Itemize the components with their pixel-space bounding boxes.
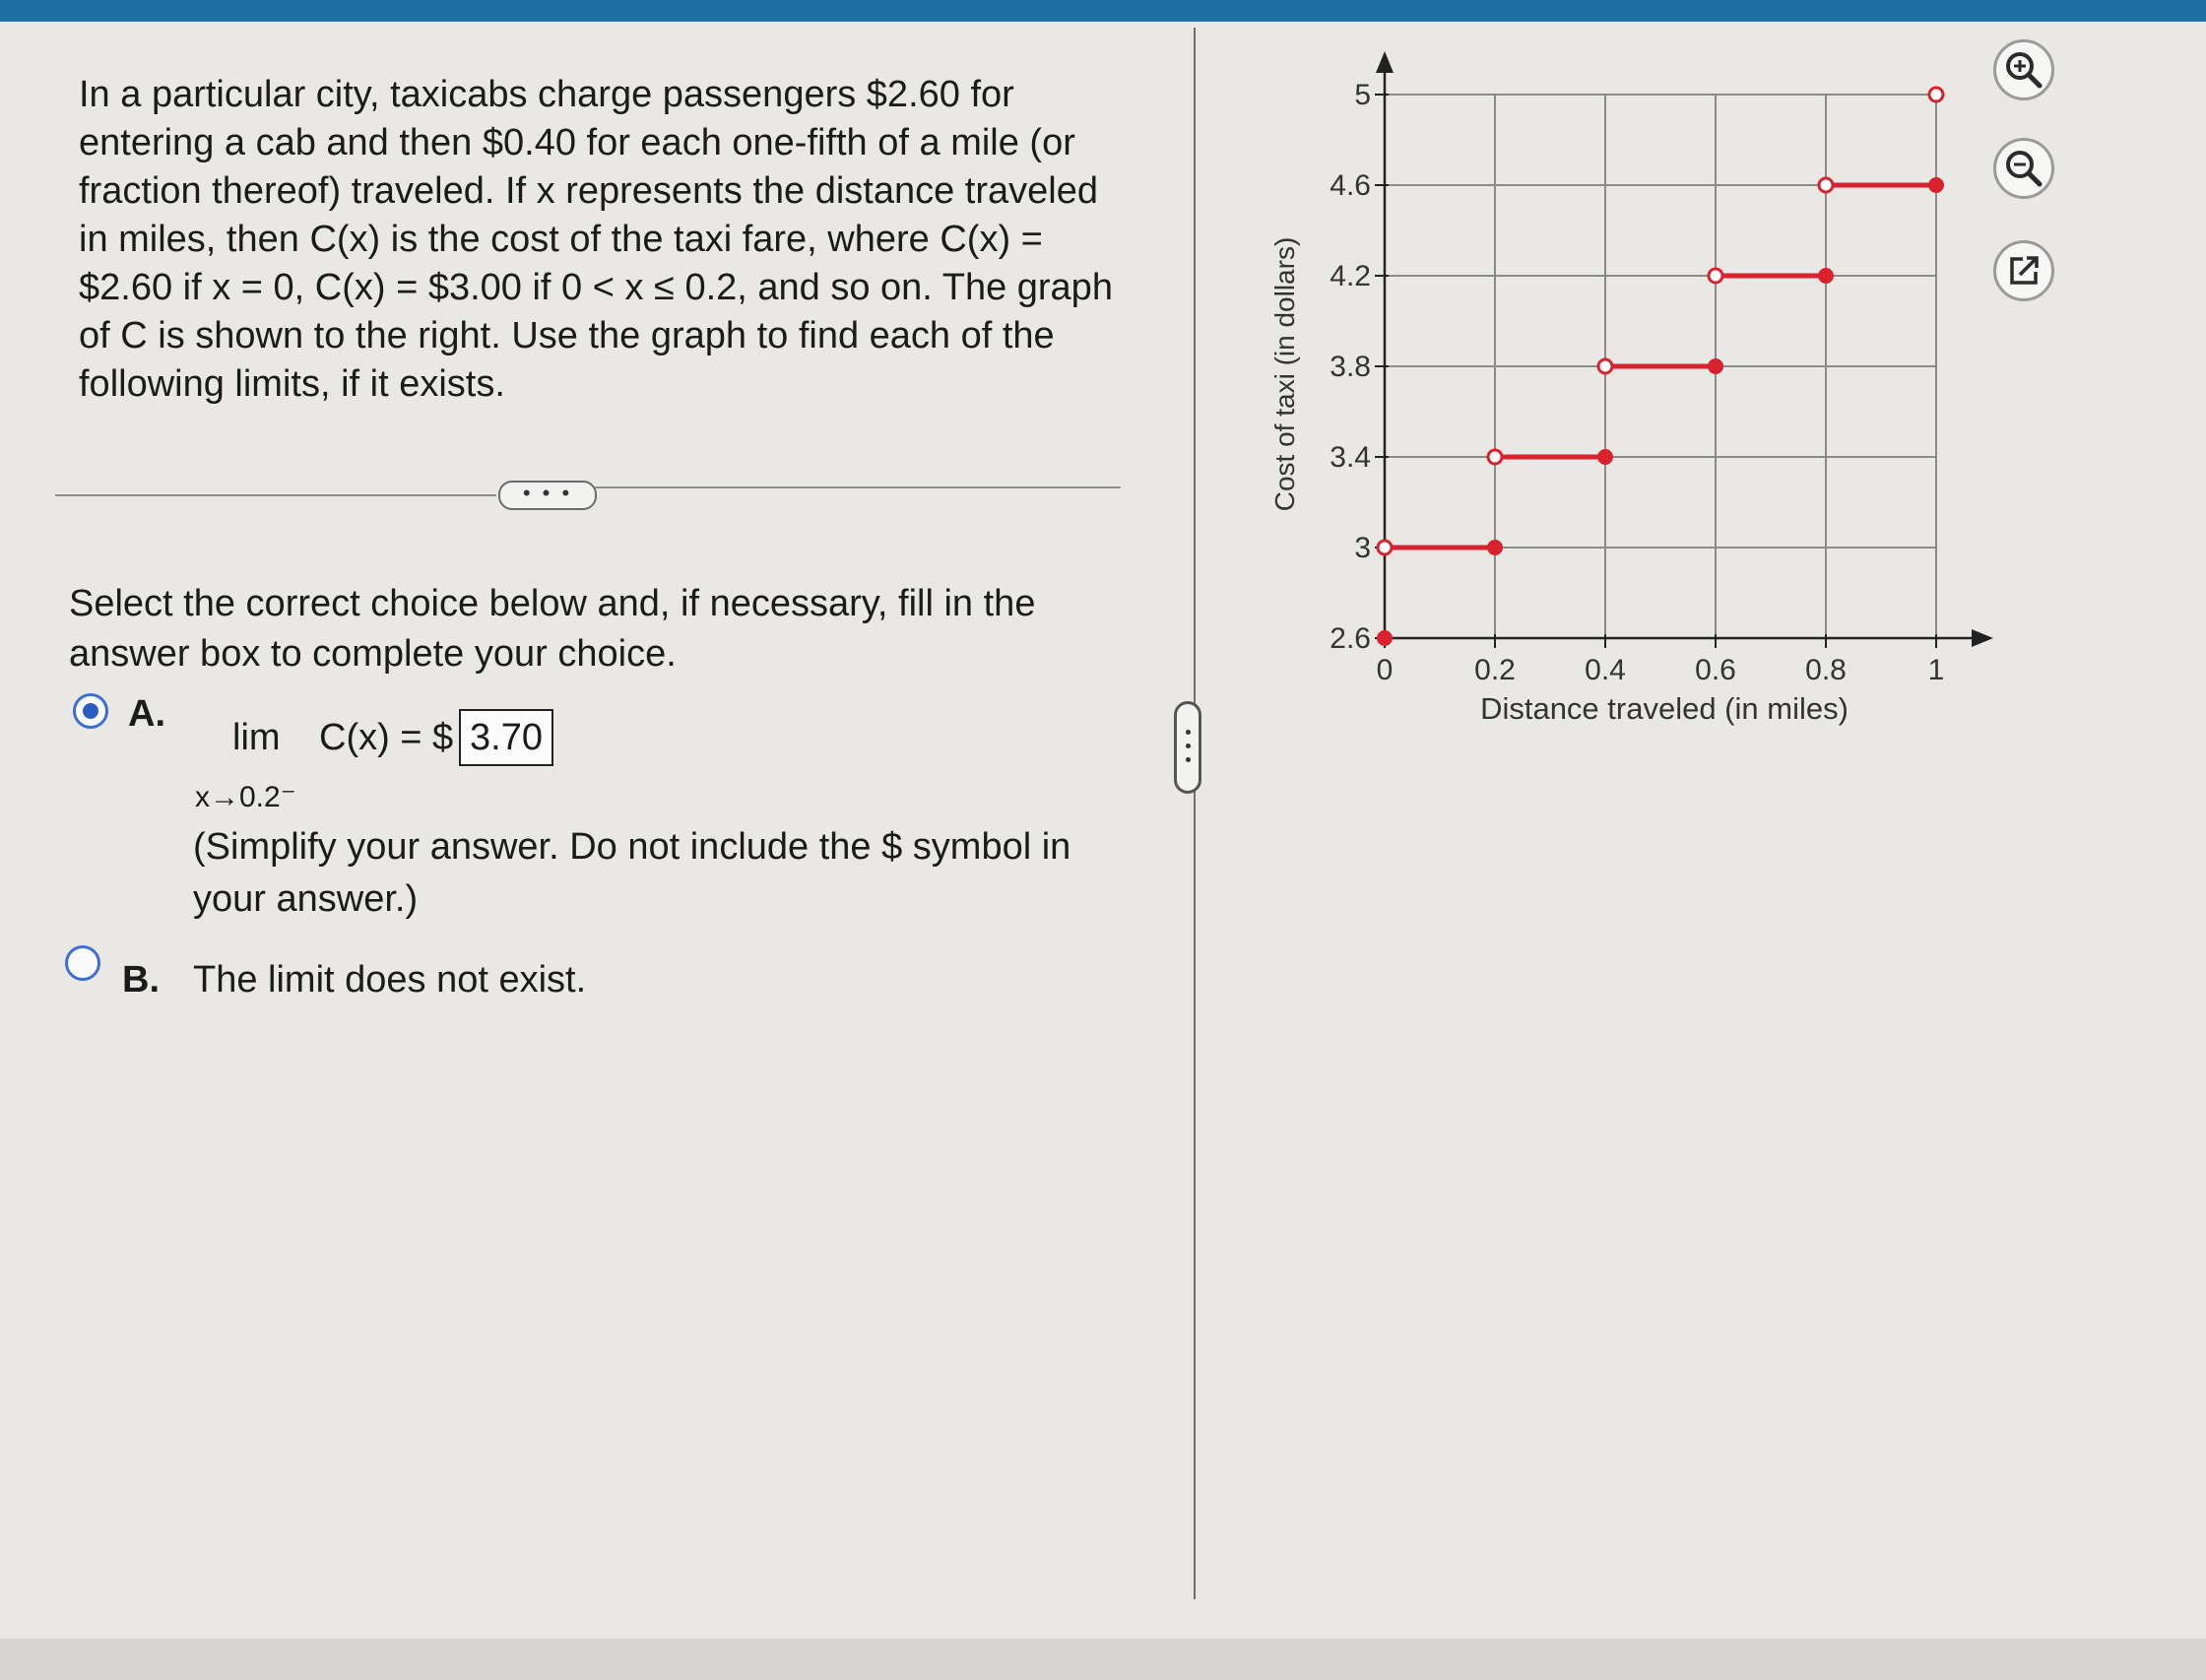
axes [1376, 51, 1993, 647]
section-divider-left [55, 494, 496, 496]
x-tick-label: 1 [1927, 654, 1945, 686]
closed-point [1378, 631, 1392, 645]
x-axis-label: Distance traveled (in miles) [1480, 691, 1849, 726]
zoom-in-icon [1996, 42, 2051, 97]
closed-endpoint [1709, 359, 1722, 373]
zoom-out-icon [1996, 141, 2051, 196]
closed-endpoint [1929, 178, 1943, 192]
x-axis-arrow [1972, 629, 1993, 647]
open-endpoint [1819, 178, 1833, 192]
zoom-in-button[interactable] [1993, 39, 2054, 100]
popout-button[interactable] [1993, 240, 2054, 301]
open-endpoint [1488, 450, 1502, 464]
choice-b-letter: B. [122, 959, 160, 1001]
tick-labels [1330, 79, 1944, 686]
bottom-band [0, 1639, 2206, 1680]
x-tick-label: 0.2 [1474, 654, 1516, 686]
open-endpoint [1929, 88, 1943, 101]
limit-subscript: x→0.2⁻ [195, 781, 296, 813]
y-tick-label: 3 [1354, 532, 1371, 564]
limit-label: lim [232, 717, 281, 758]
y-tick-label: 3.8 [1330, 351, 1371, 383]
x-tick-label: 0.6 [1695, 654, 1736, 686]
x-tick-label: 0.8 [1805, 654, 1847, 686]
instruction-text: Select the correct choice below and, if necessary, fill in the answer box to complete your choice. [69, 583, 1036, 675]
limit-expression: C(x) = $ [319, 717, 454, 758]
section-divider-right [595, 486, 1121, 488]
open-endpoint [1709, 269, 1722, 283]
open-endpoint [1598, 359, 1612, 373]
more-button[interactable]: • • • [498, 481, 597, 510]
choice-a-radio[interactable] [73, 693, 108, 729]
problem-statement: In a particular city, taxicabs charge passengers $2.60 for entering a cab and then $0.40 for each one-fifth of a mile (or fraction thereof) traveled. If x represents the distance traveled in miles, then C(x) is the cost of the taxi fare, where C(x) = $2.60 if x = 0, C(x) = $3.00 if 0 < x ≤ 0.2, and so on. The graph of C is shown to the right. Use the graph to find each of the following limits, if it exists. [79, 74, 1113, 405]
answer-hint: (Simplify your answer. Do not include the $ symbol in your answer.) [193, 826, 1071, 920]
x-tick-label: 0 [1376, 654, 1394, 686]
answer-input[interactable] [459, 709, 553, 766]
closed-endpoint [1598, 450, 1612, 464]
zoom-out-button[interactable] [1993, 138, 2054, 199]
panel-resize-handle[interactable] [1174, 701, 1201, 794]
external-link-icon [1996, 243, 2051, 298]
y-tick-label: 2.6 [1330, 622, 1371, 655]
y-axis-label: Cost of taxi (in dollars) [1269, 236, 1300, 512]
y-tick-label: 4.2 [1330, 260, 1371, 292]
y-tick-label: 4.6 [1330, 169, 1371, 202]
step-function-graph [1251, 39, 2009, 748]
choice-b-text: The limit does not exist. [193, 959, 587, 1001]
closed-endpoint [1819, 269, 1833, 283]
choice-a-letter: A. [128, 693, 165, 735]
y-axis-arrow [1376, 51, 1394, 73]
x-tick-label: 0.4 [1585, 654, 1626, 686]
closed-endpoint [1488, 541, 1502, 554]
open-endpoint [1378, 541, 1392, 554]
y-tick-label: 5 [1354, 79, 1371, 111]
top-bar [0, 0, 2206, 22]
question-panel [0, 22, 1192, 1639]
panel-divider [1194, 28, 1196, 1599]
choice-b-radio[interactable] [65, 945, 100, 981]
y-tick-label: 3.4 [1330, 441, 1371, 474]
